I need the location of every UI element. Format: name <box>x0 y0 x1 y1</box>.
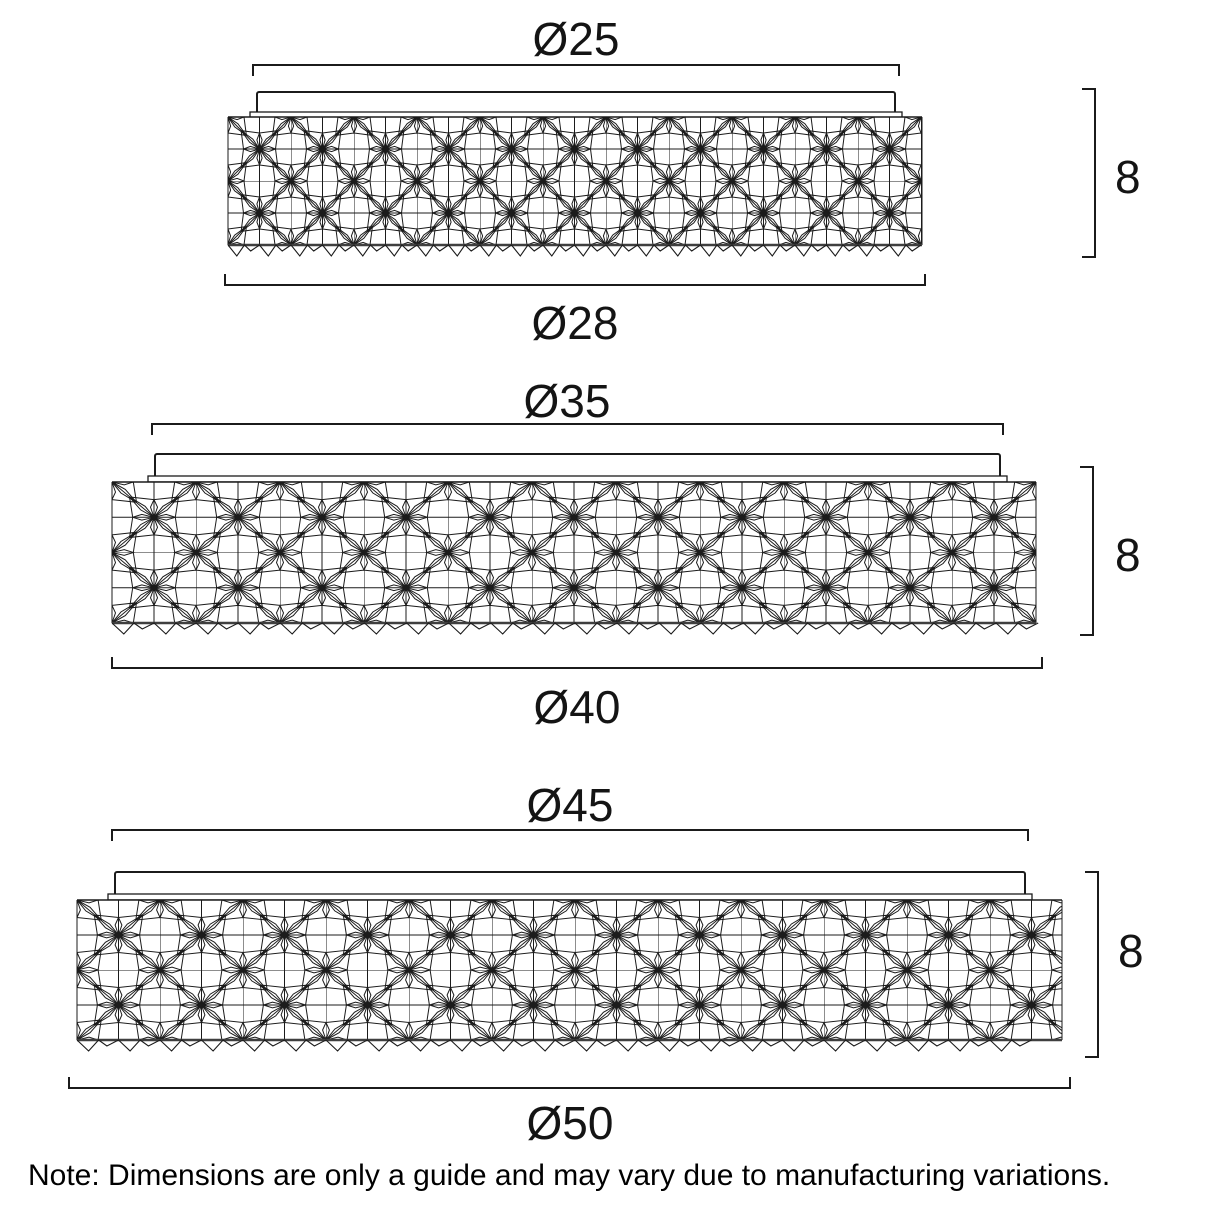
crystal-band-small <box>228 117 922 245</box>
dim-label-bottom-diameter-large: Ø50 <box>526 1097 614 1149</box>
dim-line-top-small <box>253 65 899 76</box>
dim-line-height-large <box>1085 872 1098 1057</box>
fixture-medium <box>112 424 1093 668</box>
mounting-plate-medium <box>155 454 1000 478</box>
crystal-fringe-small <box>228 245 921 256</box>
dim-label-top-diameter-large: Ø45 <box>526 779 614 831</box>
dim-label-top-diameter-medium: Ø35 <box>523 375 611 427</box>
dim-label-bottom-diameter-small: Ø28 <box>531 297 619 349</box>
plate-lip-large <box>108 894 1032 900</box>
dim-line-bottom-large <box>69 1077 1070 1088</box>
dim-label-height-small: 8 <box>1115 151 1141 203</box>
dim-line-bottom-medium <box>112 657 1042 668</box>
dim-label-height-large: 8 <box>1118 925 1144 977</box>
fixture-large <box>69 830 1098 1088</box>
dim-label-height-medium: 8 <box>1115 529 1141 581</box>
crystal-band-large <box>77 900 1062 1040</box>
dim-line-top-large <box>112 830 1028 841</box>
plate-lip-medium <box>148 476 1007 482</box>
crystal-fringe-medium <box>112 623 1038 634</box>
mounting-plate-small <box>257 92 895 114</box>
dim-line-height-small <box>1082 89 1095 257</box>
crystal-fringe-large <box>77 1040 1031 1051</box>
mounting-plate-large <box>115 872 1025 896</box>
dim-line-height-medium <box>1080 467 1093 635</box>
dim-label-bottom-diameter-medium: Ø40 <box>533 681 621 733</box>
crystal-band-medium <box>112 482 1036 623</box>
dim-label-top-diameter-small: Ø25 <box>532 13 620 65</box>
fixture-small <box>225 65 1095 285</box>
note-text: Note: Dimensions are only a guide and may vary due to manufacturing variations. <box>28 1159 1111 1192</box>
dim-line-bottom-small <box>225 274 925 285</box>
